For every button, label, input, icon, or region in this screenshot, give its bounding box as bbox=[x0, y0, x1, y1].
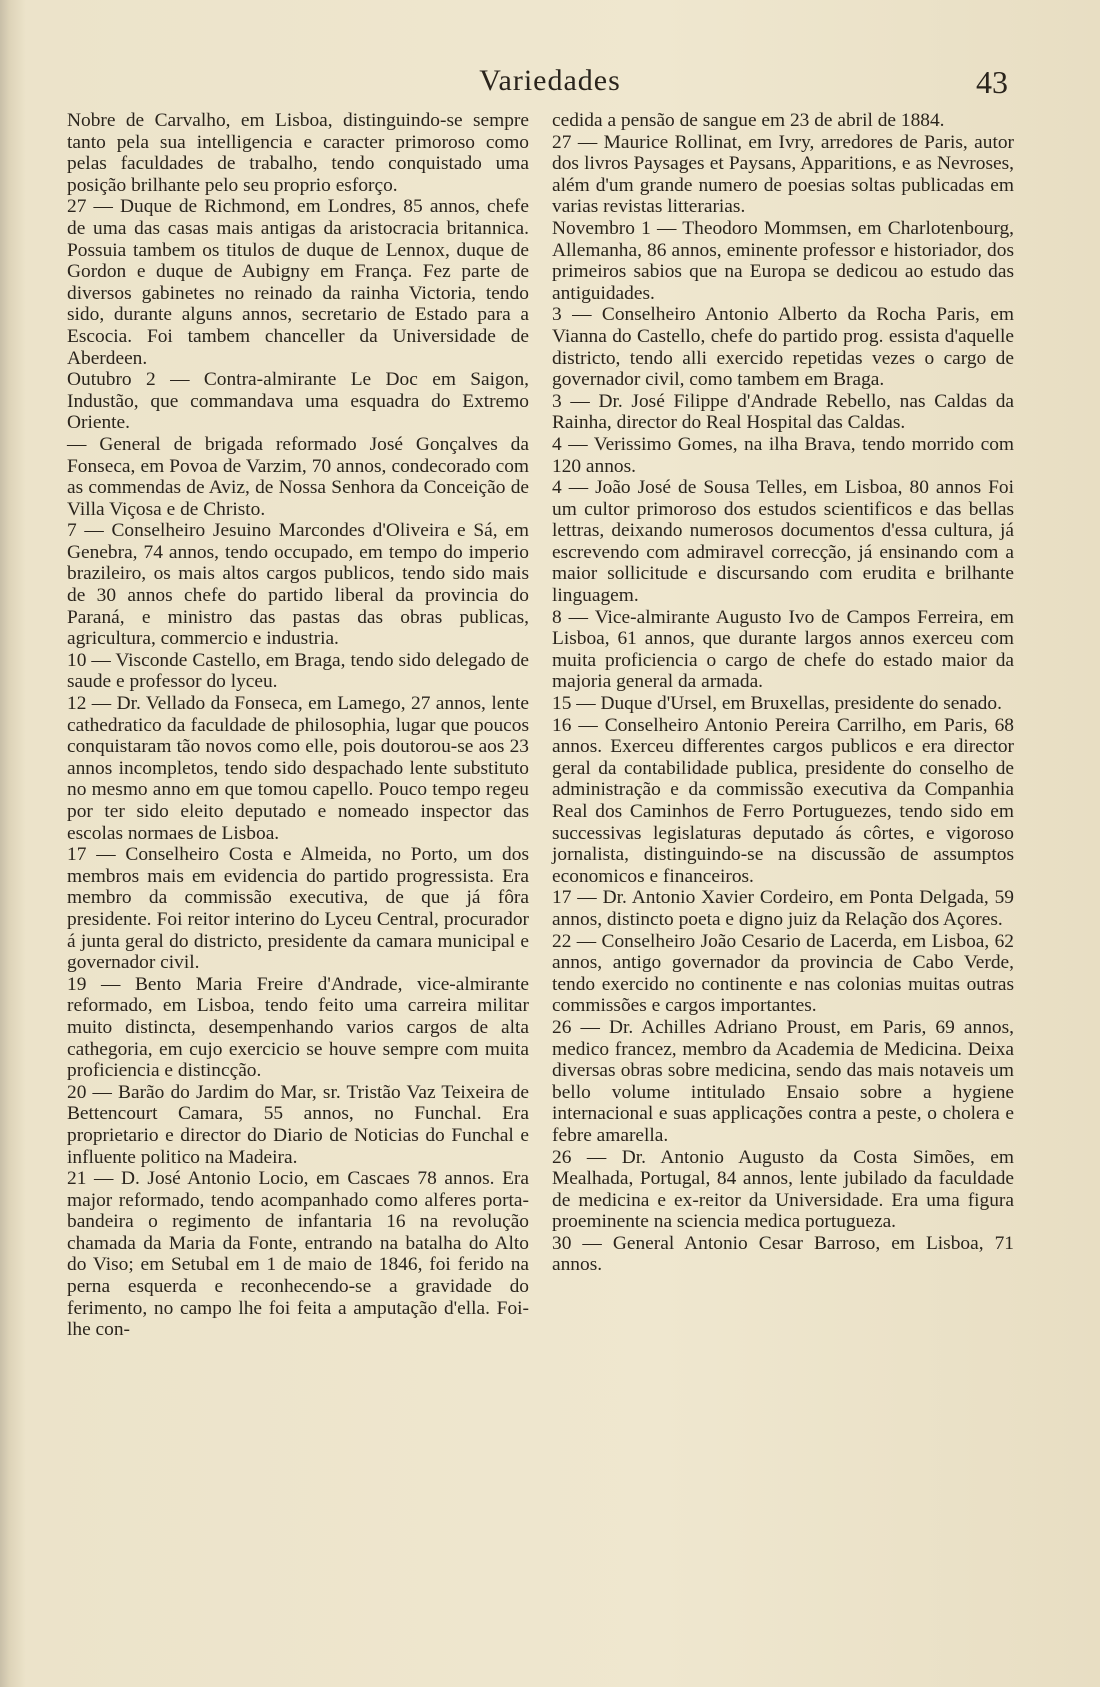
entry-left-4: 7 — Conselheiro Jesuino Marcondes d'Oliveira e Sá, em Genebra, 74 annos, tendo occupado, em tempo do imperio brazileiro, os mais altos cargos publicos, tendo sido mais de 30 annos chefe do partido liberal da provincia do Paraná, e ministro das pastas das obras publicas, agricultura, commercio e industria. bbox=[67, 520, 529, 650]
entry-left-9: 20 — Barão do Jardim do Mar, sr. Tristão Vaz Teixeira de Bettencourt Camara, 55 annos, no Funchal. Era proprietario e director do Diario de Noticias do Funchal e influente politico na Madeira. bbox=[67, 1081, 529, 1168]
entry-right-6: 4 — João José de Sousa Telles, em Lisboa, 80 annos Foi um cultor primoroso dos estudos scientificos e das bellas lettras, deixando numerosos documentos d'essa cultura, já escrevendo com admiravel correcção, já ensinando com a maior sollicitude e discursando com erudita e brilhante linguagem. bbox=[552, 477, 1014, 607]
entry-right-7: 8 — Vice-almirante Augusto Ivo de Campos Ferreira, em Lisboa, 61 annos, que durante largos annos exerceu com muita proficiencia o cargo de chefe do estado maior da majoria general da armada. bbox=[552, 606, 1014, 693]
entry-right-11: 22 — Conselheiro João Cesario de Lacerda, em Lisboa, 62 annos, antigo governador da provincia de Cabo Verde, tendo exercido no continente e nas colonias muitas outras commissões e cargos importantes. bbox=[552, 930, 1014, 1017]
entry-right-0: cedida a pensão de sangue em 23 de abril de 1884. bbox=[552, 110, 945, 131]
entry-left-7: 17 — Conselheiro Costa e Almeida, no Porto, um dos membros mais em evidencia do partido progressista. Era membro da commissão executiva, de que já fôra presidente. Foi reitor interino do Lyceu Central, procurador á junta geral do districto, presidente da camara municipal e governador civil. bbox=[67, 844, 529, 974]
entry-left-10: 21 — D. José Antonio Locio, em Cascaes 78 annos. Era major reformado, tendo acompanhado como alferes porta-bandeira o regimento de infantaria 16 na revolução chamada da Maria da Fonte, entrando na batalha do Alto do Viso; em Setubal em 1 de maio de 1846, foi ferido na perna esquerda e reconhecendo-se a gravidade do ferimento, no campo lhe foi feita a amputação d'ella. Foi-lhe con- bbox=[67, 1168, 529, 1341]
entry-right-12: 26 — Dr. Achilles Adriano Proust, em Paris, 69 annos, medico francez, membro da Academia de Medicina. Deixa diversas obras sobre medicina, sendo das mais notaveis um bello volume intitulado Ensaio sobre a hygiene internacional e suas applicações contra a peste, o cholera e febre amarella. bbox=[552, 1016, 1014, 1146]
page-number: 43 bbox=[976, 64, 1008, 100]
entry-left-5: 10 — Visconde Castello, em Braga, tendo sido delegado de saude e professor do lyceu. bbox=[67, 649, 529, 693]
entry-right-14: 30 — General Antonio Cesar Barroso, em Lisboa, 71 annos. bbox=[552, 1232, 1014, 1276]
running-head bbox=[0, 64, 1100, 104]
entry-right-9: 16 — Conselheiro Antonio Pereira Carrilho, em Paris, 68 annos. Exerceu differentes cargos publicos e era director geral da contabilidade publica, presidente do conselho de administração e da commissão executiva da Companhia Real dos Caminhos de Ferro Portuguezes, tendo sido em successivas legislaturas deputado ás côrtes, e vigoroso jornalista, distinguindo-se na discussão de assumptos economicos e financeiros. bbox=[552, 714, 1014, 887]
entry-left-1: 27 — Duque de Richmond, em Londres, 85 annos, chefe de uma das casas mais antigas da aristocracia britannica. Possuia tambem os titulos de duque de Lennox, duque de Gordon e duque de Aubigny em França. Fez parte de diversos gabinetes no reinado da rainha Victoria, tendo sido, durante alguns annos, secretario de Estado para a Escocia. Foi tambem chanceller da Universidade de Aberdeen. bbox=[67, 196, 529, 369]
running-title: Variedades bbox=[479, 64, 621, 97]
entry-right-4: 3 — Dr. José Filippe d'Andrade Rebello, nas Caldas da Rainha, director do Real Hospital das Caldas. bbox=[552, 390, 1014, 434]
entry-right-10: 17 — Dr. Antonio Xavier Cordeiro, em Ponta Delgada, 59 annos, distincto poeta e digno juiz da Relação dos Açores. bbox=[552, 887, 1014, 930]
entry-right-13: 26 — Dr. Antonio Augusto da Costa Simões, em Mealhada, Portugal, 84 annos, lente jubilado da faculdade de medicina e ex-reitor da Universidade. Era uma figura proeminente na sciencia medica portugueza. bbox=[552, 1146, 1014, 1233]
entry-right-2: Novembro 1 — Theodoro Mommsen, em Charlotenbourg, Allemanha, 86 annos, eminente professor e historiador, dos primeiros sabios que na Europa se dedicou ao estudo das antiguidades. bbox=[552, 217, 1014, 304]
entry-left-0: Nobre de Carvalho, em Lisboa, distinguindo-se sempre tanto pela sua intelligencia e caracter primoroso como pelas faculdades de trabalho, tendo conquistado uma posição brilhante pelo seu proprio esforço. bbox=[67, 110, 529, 196]
entry-right-8: 15 — Duque d'Ursel, em Bruxellas, presidente do senado. bbox=[552, 693, 1002, 715]
left-column bbox=[67, 110, 529, 1341]
entry-left-3: — General de brigada reformado José Gonçalves da Fonseca, em Povoa de Varzim, 70 annos, condecorado com as commendas de Aviz, de Nossa Senhora da Conceição de Villa Viçosa e de Christo. bbox=[67, 433, 529, 520]
entry-right-5: 4 — Verissimo Gomes, na ilha Brava, tendo morrido com 120 annos. bbox=[552, 433, 1014, 477]
entry-left-8: 19 — Bento Maria Freire d'Andrade, vice-almirante reformado, em Lisboa, tendo feito uma carreira militar muito distincta, desempenhando varios cargos de alta cathegoria, em cujo exercicio se houve sempre com muita proficiencia e distincção. bbox=[67, 973, 529, 1082]
entry-right-3: 3 — Conselheiro Antonio Alberto da Rocha Paris, em Vianna do Castello, chefe do partido prog. essista d'aquelle districto, tendo alli exercido repetidas vezes o cargo de governador civil, como tambem em Braga. bbox=[552, 304, 1014, 391]
right-column bbox=[552, 110, 1014, 1276]
entry-right-1: 27 — Maurice Rollinat, em Ivry, arredores de Paris, autor dos livros Paysages et Paysans, Apparitions, e as Nevroses, além d'um grande numero de poesias soltas publicadas em varias revistas litterarias. bbox=[552, 131, 1014, 218]
entry-left-6: 12 — Dr. Vellado da Fonseca, em Lamego, 27 annos, lente cathedratico da faculdade de philosophia, lugar que poucos conquistaram tão novos como elle, pois doutorou-se aos 23 annos incompletos, tendo sido despachado lente substituto no mesmo anno em que tomou capello. Pouco tempo regeu por ter sido eleito deputado e nomeado inspector das escolas normaes de Lisboa. bbox=[67, 693, 529, 844]
entry-left-2: Outubro 2 — Contra-almirante Le Doc em Saigon, Industão, que commandava uma esquadra do Extremo Oriente. bbox=[67, 369, 529, 434]
